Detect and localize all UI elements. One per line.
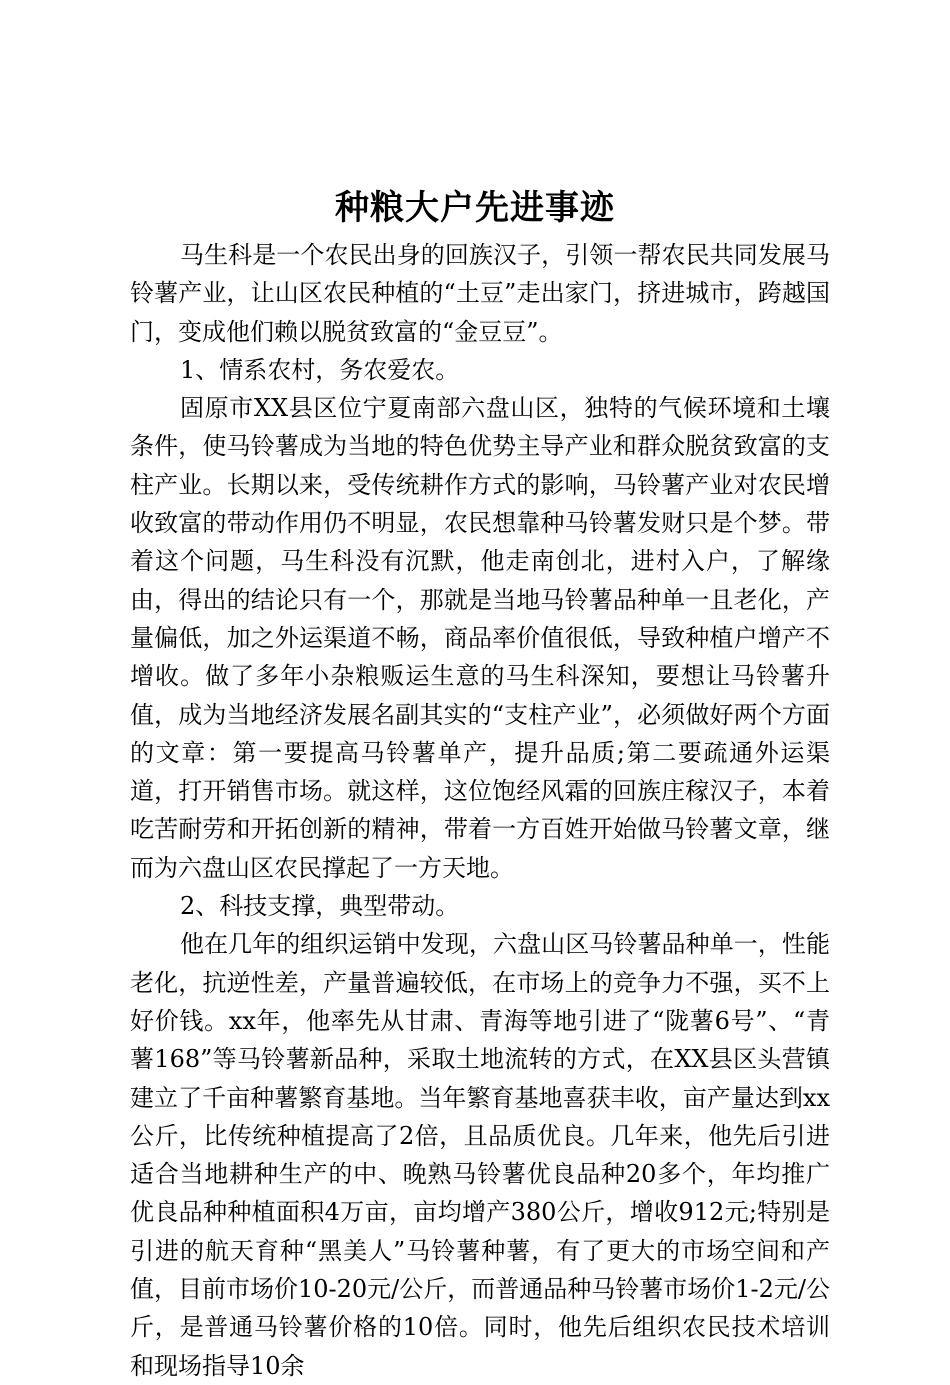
document-body bbox=[130, 236, 830, 1385]
paragraph-intro: 马生科是一个农民出身的回族汉子，引领一帮农民共同发展马铃薯产业，让山区农民种植的“土豆”走出家门，挤进城市，跨越国门，变成他们赖以脱贫致富的“金豆豆”。 bbox=[130, 241, 830, 346]
paragraph-section-1: 固原市XX县区位宁夏南部六盘山区，独特的气候环境和土壤条件，使马铃薯成为当地的特色优势主导产业和群众脱贫致富的支柱产业。长期以来，受传统耕作方式的影响，马铃薯产业对农民增收致富的带动作用仍不明显，农民想靠种马铃薯发财只是个梦。带着这个问题，马生科没有沉默，他走南创北，进村入户，了解缘由，得出的结论只有一个，那就是当地马铃薯品种单一且老化，产量偏低，加之外运渠道不畅，商品率价值很低，导致种植户增产不增收。做了多年小杂粮贩运生意的马生科深知，要想让马铃薯升值，成为当地经济发展名副其实的“支柱产业”，必须做好两个方面的文章：第一要提高马铃薯单产，提升品质;第二要疏通外运渠道，打开销售市场。就这样，这位饱经风霜的回族庄稼汉子，本着吃苦耐劳和开拓创新的精神，带着一方百姓开始做马铃薯文章，继而为六盘山区农民撑起了一方天地。 bbox=[130, 394, 830, 882]
section-heading-2: 2、科技支撑，典型带动。 bbox=[180, 892, 460, 921]
document-title: 种粮大户先进事迹 bbox=[335, 188, 615, 228]
paragraph-section-2: 他在几年的组织运销中发现，六盘山区马铃薯品种单一，性能老化，抗逆性差，产量普遍较低，在市场上的竞争力不强，买不上好价钱。xx年，他率先从甘肃、青海等地引进了“陇薯6号”、“青薯168”等马铃薯新品种，采取土地流转的方式，在XX县区头营镇建立了千亩种薯繁育基地。当年繁育基地喜获丰收，亩产量达到xx公斤，比传统种植提高了2倍，且品质优良。几年来，他先后引进适合当地耕种生产的中、晚熟马铃薯优良品种20多个，年均推广优良品种种植面积4万亩，亩均增产380公斤，增收912元;特别是引进的航天育种“黑美人”马铃薯种薯，有了更大的市场空间和产值，目前市场价10-20元/公斤，而普通品种马铃薯市场价1-2元/公斤，是普通马铃薯价格的10倍。同时，他先后组织农民技术培训和现场指导10余 bbox=[130, 930, 831, 1380]
section-heading-1: 1、情系农村，务农爱农。 bbox=[180, 355, 460, 384]
